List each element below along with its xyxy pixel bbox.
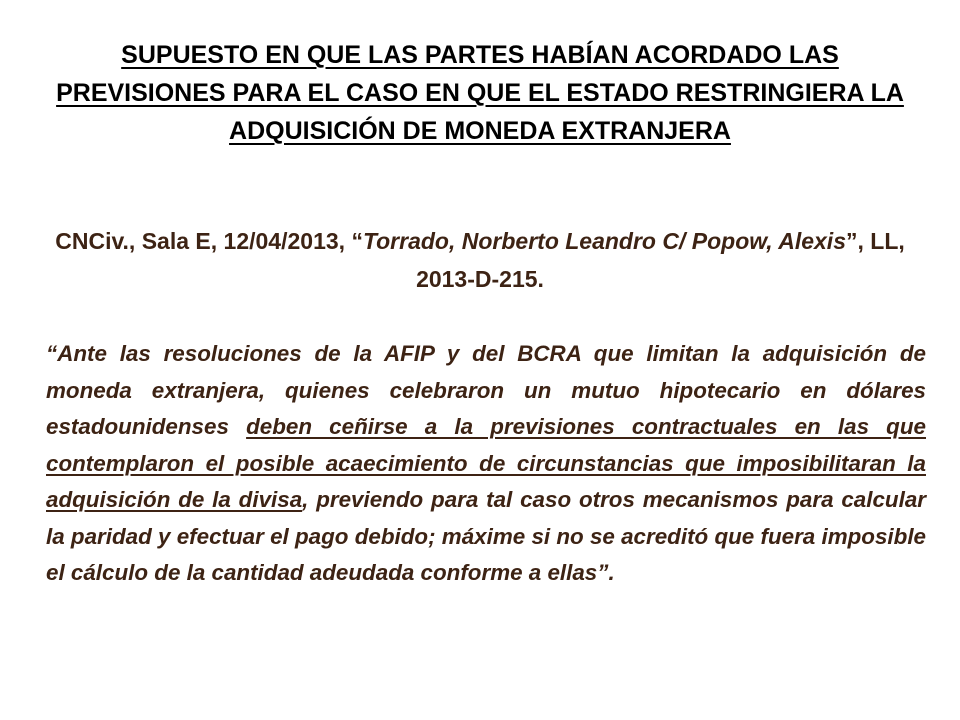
citation-close-quote: ” bbox=[845, 228, 858, 254]
slide-title: SUPUESTO EN QUE LAS PARTES HABÍAN ACORDADO LAS PREVISIONES PARA EL CASO EN QUE EL ESTADO RESTRINGIERA LA ADQUISICIÓN DE MONEDA EXTRANJERA bbox=[56, 41, 904, 145]
citation-reference: , LL, 2013-D-215. bbox=[416, 228, 905, 292]
ruling-quote bbox=[46, 336, 926, 592]
case-citation bbox=[50, 222, 910, 298]
citation-open-quote: “ bbox=[351, 228, 363, 254]
citation-court: CNCiv., Sala E, 12/04/2013, bbox=[55, 228, 352, 254]
citation-case-name: Torrado, Norberto Leandro C/ Popow, Alexis bbox=[362, 228, 846, 254]
quote-text-before: “Ante las resoluciones de la AFIP y del BCRA que limitan la adquisición de moneda extranjera, quienes celebraron un mutuo hipotecario en dólares estadounidenses bbox=[46, 341, 926, 439]
quote-text-after: , previendo para tal caso otros mecanismos para calcular la paridad y efectuar el pago debido; máxime si no se acreditó que fuera imposible el cálculo de la cantidad adeudada conforme a ellas”. bbox=[46, 487, 926, 585]
quote-underlined-text: deben ceñirse a la previsiones contractuales en las que contemplaron el posible acaecimiento de circunstancias que imposibilitaran la adquisición de la divisa bbox=[46, 414, 926, 512]
